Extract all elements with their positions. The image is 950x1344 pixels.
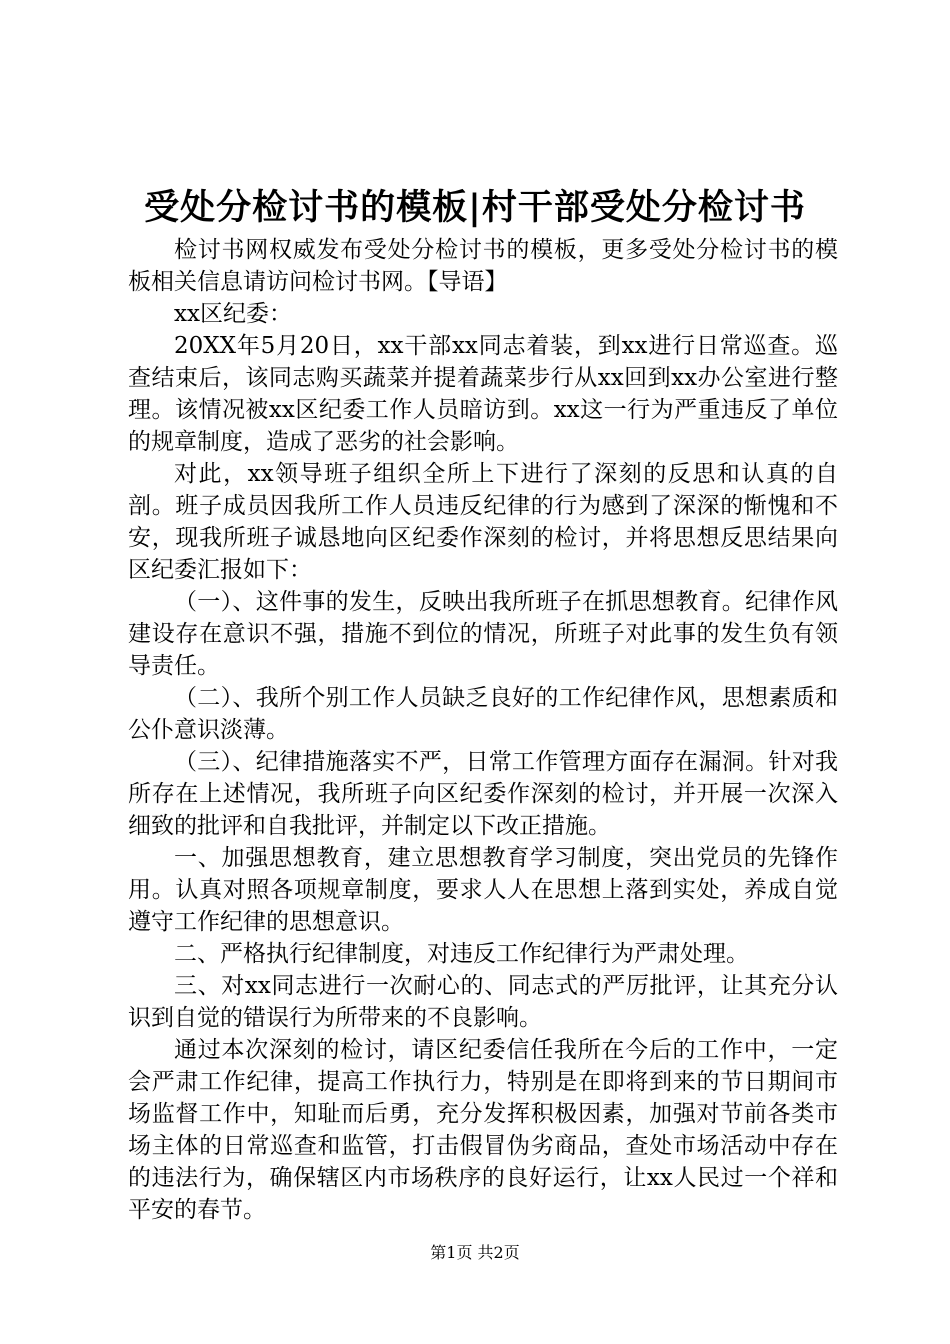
point-one-paragraph: （一）、这件事的发生，反映出我所班子在抓思想教育。纪律作风建设存在意识不强，措施不到位的情况，所班子对此事的发生负有领导责任。 [128, 589, 838, 679]
measure-two-paragraph: 二、严格执行纪律制度，对违反工作纪律行为严肃处理。 [174, 941, 749, 967]
measure-one-paragraph: 一、加强思想教育，建立思想教育学习制度，突出党员的先锋作用。认真对照各项规章制度，要求人人在思想上落到实处，养成自觉遵守工作纪律的思想意识。 [128, 845, 838, 935]
reflection-paragraph: 对此，xx领导班子组织全所上下进行了深刻的反思和认真的自剖。班子成员因我所工作人员违反纪律的行为感到了深深的惭愧和不安，现我所班子诚恳地向区纪委作深刻的检讨，并将思想反思结果向区纪委汇报如下： [128, 461, 838, 583]
measure-three-paragraph: 三、对xx同志进行一次耐心的、同志式的严厉批评，让其充分认识到自觉的错误行为所带来的不良影响。 [128, 973, 838, 1031]
addressee: xx区纪委： [174, 301, 292, 327]
document-title: 受处分检讨书的模板|村干部受处分检讨书 [144, 187, 806, 228]
point-two-paragraph: （二）、我所个别工作人员缺乏良好的工作纪律作风，思想素质和公仆意识淡薄。 [128, 685, 838, 743]
point-three-paragraph: （三）、纪律措施落实不严，日常工作管理方面存在漏洞。针对我所存在上述情况，我所班子向区纪委作深刻的检讨，并开展一次深入细致的批评和自我批评，并制定以下改正措施。 [128, 749, 838, 839]
document-body [128, 234, 838, 1226]
conclusion-paragraph: 通过本次深刻的检讨，请区纪委信任我所在今后的工作中，一定会严肃工作纪律，提高工作执行力，特别是在即将到来的节日期间市场监督工作中，知耻而后勇，充分发挥积极因素，加强对节前各类市场主体的日常巡查和监管，打击假冒伪劣商品，查处市场活动中存在的违法行为，确保辖区内市场秩序的良好运行，让xx人民过一个祥和平安的春节。 [128, 1037, 838, 1223]
intro-paragraph: 检讨书网权威发布受处分检讨书的模板，更多受处分检讨书的模板相关信息请访问检讨书网。【导语】 [128, 237, 838, 295]
page-number-footer: 第1页 共2页 [430, 1243, 520, 1262]
incident-paragraph: 20XX年5月20日，xx干部xx同志着装，到xx进行日常巡查。巡查结束后，该同志购买蔬菜并提着蔬菜步行从xx回到xx办公室进行整理。该情况被xx区纪委工作人员暗访到。xx这一行为严重违反了单位的规章制度，造成了恶劣的社会影响。 [128, 333, 838, 455]
